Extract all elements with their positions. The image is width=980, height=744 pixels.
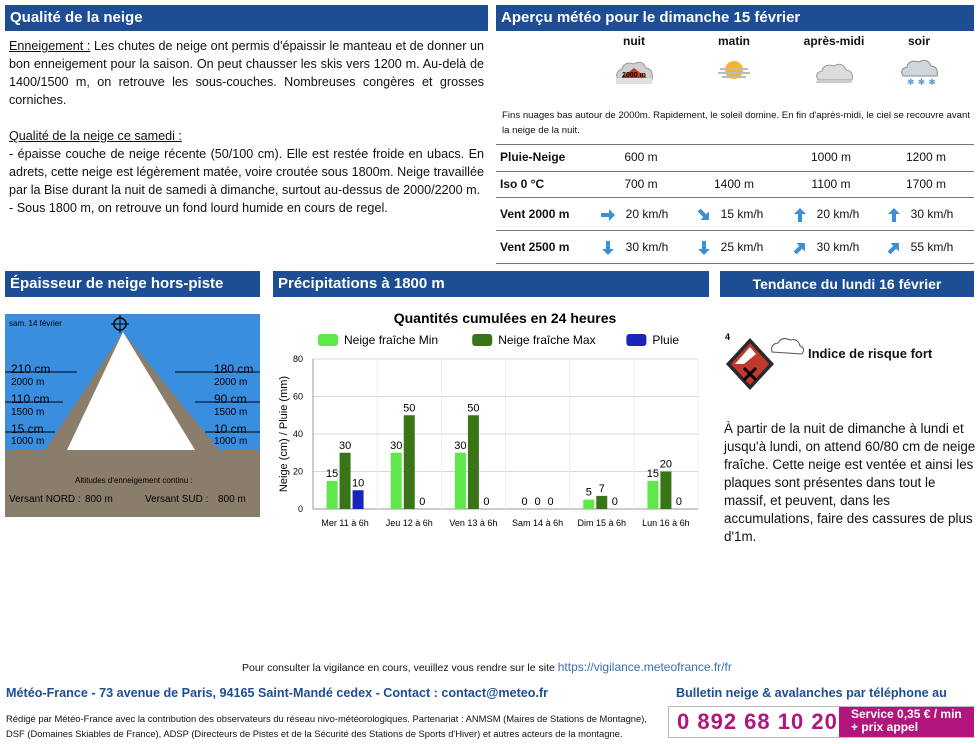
phone-price: [839, 707, 974, 737]
meteo-panel: [496, 34, 974, 254]
tendance-header: Tendance du lundi 16 février: [720, 271, 974, 297]
x-tick-label: Lun 16 à 6h: [642, 518, 690, 528]
continuous-label: Altitudes d'enneigement continu :: [75, 476, 193, 485]
south-alt-1000: 1000 m: [214, 436, 248, 447]
qualite-line-1: - épaisse couche de neige récente (50/100 cm). Elle est restée froide en ubacs. En adrets, cette neige est légèrement matée, voire croutée sous 1800m. Neige travaillée par la Bise durant la nuit de samedi à dimanche, surtout au-dessus de 2000/2200 m.: [9, 147, 484, 197]
bar: [660, 472, 671, 510]
data-label: 0: [419, 496, 426, 508]
cloud-icon: [812, 56, 856, 86]
precip-header: Précipitations à 1800 m: [273, 271, 709, 297]
enneigement-label: Enneigement :: [9, 39, 91, 53]
data-label: 15: [646, 467, 660, 480]
legend-swatch: [318, 334, 338, 346]
snow-quality-text: [9, 37, 484, 217]
data-label: 30: [338, 439, 352, 452]
row-pluie-neige: Pluie-Neige 600 m 1000 m 1200 m: [496, 144, 974, 171]
data-label: 5: [585, 486, 592, 499]
qualite-label: Qualité de la neige ce samedi :: [9, 129, 182, 143]
chart-title: Quantités cumulées en 24 heures: [393, 310, 617, 326]
north-alt-1500: 1500 m: [11, 407, 45, 418]
x-tick-label: Ven 13 à 6h: [449, 518, 498, 528]
y-tick-label: 20: [292, 466, 303, 477]
period-label: nuit: [623, 34, 645, 48]
south-depth-2000: 180 cm: [214, 362, 254, 376]
y-tick-label: 60: [292, 391, 303, 402]
night-cloud-icon: [612, 56, 656, 86]
south-label: Versant SUD :: [145, 494, 209, 505]
bar: [327, 481, 338, 509]
y-tick-label: 0: [297, 504, 303, 514]
north-depth-1000: 15 cm: [11, 422, 44, 436]
y-tick-label: 80: [292, 354, 303, 364]
data-label: 7: [598, 482, 605, 495]
north-alt-2000: 2000 m: [11, 377, 45, 388]
south-alt-1500: 1500 m: [214, 407, 248, 418]
bar: [353, 490, 364, 509]
north-label: Versant NORD :: [9, 494, 81, 505]
footer-credits: Rédigé par Météo-France avec la contribution des observateurs du réseau nivo-météorologiques. Partenariat : ANMSM (Maires de Stations de Montagne), DSF (Domaines Skiables de France), ADSP (Directeurs de Pistes et de la Sécurité des Stations de Sports d'Hiver) et autres acteurs de la montagne.: [6, 713, 647, 739]
meteo-description: Fins nuages bas autour de 2000m. Rapidement, le soleil domine. En fin d'après-midi, le ciel se recouvre avant la neige de la nuit.: [502, 110, 970, 136]
row-vent-2500: Vent 2500 m 30 km/h 25 km/h 30 km/h 55 km/h: [496, 230, 974, 264]
phone-price-line-2: + prix appel: [851, 720, 919, 734]
y-tick-label: 40: [292, 429, 303, 439]
legend-swatch: [626, 334, 646, 346]
legend-label: Neige fraîche Max: [498, 333, 596, 347]
period-nuit: [589, 34, 679, 86]
bar: [583, 500, 594, 509]
snow-quality-header: Qualité de la neige: [5, 5, 488, 31]
bar: [455, 453, 466, 509]
period-matin: [689, 34, 779, 86]
period-label: matin: [717, 34, 750, 48]
data-label: 20: [659, 458, 673, 471]
phone-title: Bulletin neige & avalanches par téléphone au: [676, 686, 947, 700]
south-alt-2000: 2000 m: [214, 377, 248, 388]
phone-number[interactable]: 0 892 68 10 20: [677, 709, 838, 734]
vigilance-link[interactable]: https://vigilance.meteofrance.fr/fr: [557, 660, 732, 674]
svg-text:✱ ✱ ✱: ✱ ✱ ✱: [907, 78, 936, 86]
data-label: 0: [534, 496, 541, 508]
bar: [647, 481, 658, 509]
phone-box: [668, 706, 974, 738]
data-label: 30: [454, 439, 467, 452]
thickness-diagram: [5, 314, 260, 517]
precip-chart-svg: [273, 304, 709, 540]
south-depth-1000: 10 cm: [214, 422, 247, 436]
phone-price-line-1: Service 0,35 € / min: [851, 707, 962, 721]
meteo-header: Aperçu météo pour le dimanche 15 février: [496, 5, 974, 31]
north-depth-1500: 110 cm: [11, 392, 50, 406]
vigilance-note: [242, 660, 732, 674]
data-label: 30: [390, 439, 403, 452]
thickness-header: Épaisseur de neige hors-piste: [5, 271, 260, 297]
svg-text:4: 4: [725, 332, 731, 342]
snow-cloud-icon: [897, 56, 941, 86]
data-label: 0: [547, 496, 554, 508]
data-label: 0: [483, 496, 490, 508]
north-value: 800 m: [85, 494, 113, 505]
x-tick-label: Dim 15 à 6h: [577, 518, 627, 528]
qualite-line-2: - Sous 1800 m, on retrouve un fond lourd humide en cours de regel.: [9, 201, 388, 215]
avalanche-risk-icon: [724, 330, 806, 394]
risk-label: Indice de risque fort: [808, 346, 933, 361]
bar: [340, 453, 351, 509]
legend-label: Neige fraîche Min: [344, 333, 439, 347]
bar: [468, 415, 479, 509]
x-tick-label: Jeu 12 à 6h: [385, 518, 433, 528]
data-label: 50: [467, 402, 480, 415]
tendance-text: À partir de la nuit de dimanche à lundi et jusqu'à lundi, on attend 60/80 cm de neige fraîche. Cette neige est ventée et ainsi les plaques sont présentes dans tout le massif, et peuvent, dans les accumulations, faire des cassures de plus d'1m.: [724, 421, 976, 544]
period-soir: [874, 34, 964, 86]
data-label: 0: [611, 496, 618, 508]
x-tick-label: Mer 11 à 6h: [321, 518, 369, 528]
period-label: après-midi: [803, 34, 865, 48]
precip-chart: [273, 304, 709, 540]
data-label: 0: [521, 496, 528, 508]
data-label: 15: [325, 467, 339, 480]
legend-label: Pluie: [652, 333, 680, 347]
bar: [391, 453, 402, 509]
sun-fog-icon: [712, 56, 756, 86]
bar: [596, 496, 607, 509]
x-tick-label: Sam 14 à 6h: [512, 518, 564, 528]
row-iso0: Iso 0 °C 700 m 1400 m 1100 m 1700 m: [496, 171, 974, 197]
row-vent-2000: Vent 2000 m 20 km/h 15 km/h 20 km/h 30 km/h: [496, 197, 974, 230]
vigilance-text: Pour consulter la vigilance en cours, veuillez vous rendre sur le site: [242, 662, 555, 674]
thickness-date: sam. 14 février: [9, 319, 62, 328]
enneigement-text: Les chutes de neige ont permis d'épaissir le manteau et de donner un bon enneigement pour la saison. On peut chausser les skis vers 1200 m. Au-delà de 1400/1500 m, on retrouve les sous-couches. Nombreuses congères et grosses corniches.: [9, 39, 485, 107]
period-apres-midi: [789, 34, 879, 86]
north-depth-2000: 210 cm: [11, 362, 51, 376]
legend-swatch: [472, 334, 492, 346]
y-axis-label: Neige (cm) / Pluie (mm): [278, 375, 290, 493]
north-alt-1000: 1000 m: [11, 436, 45, 447]
svg-text:2000 m: 2000 m: [622, 72, 646, 79]
data-label: 10: [351, 477, 365, 490]
data-label: 0: [675, 496, 682, 508]
south-value: 800 m: [218, 494, 246, 505]
south-depth-1500: 90 cm: [214, 392, 247, 406]
bar: [404, 415, 415, 509]
period-label: soir: [907, 34, 930, 48]
footer-address: Météo-France - 73 avenue de Paris, 94165 Saint-Mandé cedex - Contact : contact@meteo.fr: [6, 686, 549, 700]
data-label: 50: [403, 402, 416, 415]
